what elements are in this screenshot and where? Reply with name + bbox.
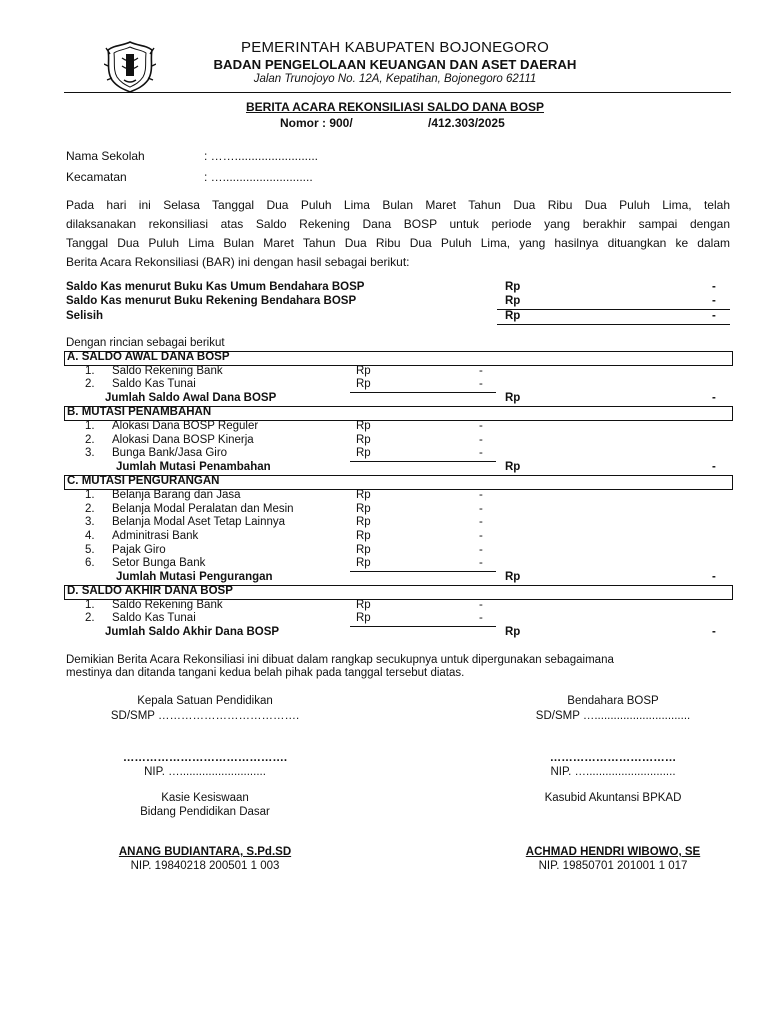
section-b-header	[64, 406, 733, 421]
item-value: -	[479, 544, 483, 556]
closing-line: Demikian Berita Acara Rekonsiliasi ini dibuat dalam rangkap secukupnya untuk dipergunakan sebagaimana	[66, 654, 614, 666]
item-currency: Rp	[356, 516, 371, 528]
item-number: 2.	[85, 378, 95, 390]
signer-nip-left: NIP. …...........................	[144, 766, 266, 778]
section-total-value: -	[712, 626, 716, 638]
kasie-division: Bidang Pendidikan Dasar	[140, 806, 270, 818]
section-total-currency: Rp	[505, 571, 521, 583]
district-value: : …...........................	[204, 170, 313, 184]
signer-name-line-left: …………………………………….	[122, 752, 288, 764]
item-currency: Rp	[356, 503, 371, 515]
item-value: -	[479, 378, 483, 390]
item-label: Belanja Modal Peralatan dan Mesin	[112, 503, 294, 515]
item-currency: Rp	[356, 599, 371, 611]
item-currency: Rp	[356, 365, 371, 377]
intro-paragraph	[66, 196, 730, 272]
item-label: Saldo Kas Tunai	[112, 612, 196, 624]
item-currency: Rp	[356, 530, 371, 542]
section-total-value: -	[712, 461, 716, 473]
item-number: 2.	[85, 434, 95, 446]
kasie-name: ANANG BUDIANTARA, S.Pd.SD	[118, 846, 292, 858]
item-currency: Rp	[356, 447, 371, 459]
item-value: -	[479, 503, 483, 515]
signer-nip-right: NIP. …............................	[550, 766, 676, 778]
intro-line: Berita Acara Rekonsiliasi (BAR) ini dengan hasil sebagai berikut:	[66, 255, 410, 269]
summary-currency: Rp	[505, 295, 521, 307]
header-divider	[64, 92, 731, 93]
item-label: Saldo Rekening Bank	[112, 599, 223, 611]
kasubid-role: Kasubid Akuntansi BPKAD	[544, 792, 682, 804]
summary-value: -	[712, 295, 716, 307]
item-label: Adminitrasi Bank	[112, 530, 199, 542]
item-label: Saldo Rekening Bank	[112, 365, 223, 377]
summary-rule	[497, 309, 730, 310]
kasie-role: Kasie Kesiswaan	[161, 792, 249, 804]
section-c-header	[64, 475, 733, 490]
subtotal-rule	[350, 461, 496, 462]
school-name-value: : …….........................	[204, 149, 319, 163]
bojonegoro-coat-of-arms-logo	[104, 40, 156, 94]
section-total-label: Jumlah Saldo Akhir Dana BOSP	[105, 626, 280, 638]
item-number: 1.	[85, 599, 95, 611]
item-number: 2.	[85, 612, 95, 624]
item-value: -	[479, 420, 483, 432]
signer-name-line-right: ……………………………	[549, 752, 677, 764]
item-label: Belanja Modal Aset Tetap Lainnya	[112, 516, 286, 528]
item-currency: Rp	[356, 544, 371, 556]
item-value: -	[479, 612, 483, 624]
section-total-currency: Rp	[505, 461, 521, 473]
section-total-label: Jumlah Mutasi Pengurangan	[116, 571, 273, 583]
item-currency: Rp	[356, 489, 371, 501]
intro-line: Pada hari ini Selasa Tanggal Dua Puluh Lima Bulan Maret Tahun Dua Ribu Dua Puluh Lima, telah	[66, 198, 730, 212]
rincian-intro: Dengan rincian sebagai berikut	[66, 337, 225, 349]
item-value: -	[479, 599, 483, 611]
signer-school-left: SD/SMP ……………………………….	[110, 710, 300, 722]
summary-label-rekening: Saldo Kas menurut Buku Rekening Bendahara BOSP	[66, 295, 357, 307]
document-number-suffix: /412.303/2025	[428, 116, 505, 130]
item-value: -	[479, 447, 483, 459]
item-value: -	[479, 434, 483, 446]
item-label: Bunga Bank/Jasa Giro	[112, 447, 228, 459]
item-currency: Rp	[356, 378, 371, 390]
section-d-title: D. SALDO AKHIR DANA BOSP	[67, 585, 233, 597]
item-currency: Rp	[356, 420, 371, 432]
item-label: Belanja Barang dan Jasa	[112, 489, 241, 501]
kasubid-nip: NIP. 19850701 201001 1 017	[538, 860, 688, 872]
intro-line: Tanggal Dua Puluh Lima Bulan Maret Tahun Dua Ribu Dua Puluh Lima, yang hasilnya dituangkan ke dalam	[66, 236, 730, 250]
document-number-label: Nomor : 900/	[280, 116, 353, 130]
agency-address: Jalan Trunojoyo No. 12A, Kepatihan, Bojonegoro 62111	[253, 73, 537, 85]
section-a-header	[64, 351, 733, 366]
item-number: 4.	[85, 530, 95, 542]
signer-school-right: SD/SMP …..............................	[535, 710, 691, 722]
kasubid-name: ACHMAD HENDRI WIBOWO, SE	[525, 846, 701, 858]
subtotal-rule	[350, 392, 496, 393]
item-number: 3.	[85, 516, 95, 528]
agency-heading: BADAN PENGELOLAAN KEUANGAN DAN ASET DAERAH	[213, 57, 577, 72]
item-label: Alokasi Dana BOSP Kinerja	[112, 434, 254, 446]
item-label: Setor Bunga Bank	[112, 557, 206, 569]
subtotal-rule	[350, 626, 496, 627]
government-heading: PEMERINTAH KABUPATEN BOJONEGORO	[241, 39, 549, 56]
section-total-label: Jumlah Mutasi Penambahan	[116, 461, 271, 473]
item-value: -	[479, 365, 483, 377]
item-number: 1.	[85, 365, 95, 377]
summary-currency: Rp	[505, 281, 521, 293]
item-number: 2.	[85, 503, 95, 515]
signer-role-left: Kepala Satuan Pendidikan	[137, 695, 273, 707]
section-total-value: -	[712, 571, 716, 583]
item-number: 1.	[85, 489, 95, 501]
item-value: -	[479, 516, 483, 528]
item-value: -	[479, 530, 483, 542]
closing-line: mestinya dan ditanda tangani kedua belah pihak pada tanggal tersebut diatas.	[66, 667, 465, 679]
section-total-value: -	[712, 392, 716, 404]
intro-line: dilaksanakan rekonsiliasi atas Saldo Rekening Dana BOSP untuk periode yang berakhir sampai dengan	[66, 217, 730, 231]
item-number: 1.	[85, 420, 95, 432]
section-b-title: B. MUTASI PENAMBAHAN	[67, 406, 212, 418]
section-d-header	[64, 585, 733, 600]
section-c-title: C. MUTASI PENGURANGAN	[67, 475, 220, 487]
item-value: -	[479, 489, 483, 501]
summary-value: -	[712, 281, 716, 293]
signer-role-right: Bendahara BOSP	[567, 695, 659, 707]
item-label: Alokasi Dana BOSP Reguler	[112, 420, 259, 432]
item-label: Pajak Giro	[112, 544, 166, 556]
item-number: 5.	[85, 544, 95, 556]
section-total-label: Jumlah Saldo Awal Dana BOSP	[105, 392, 277, 404]
school-name-label: Nama Sekolah	[66, 149, 145, 163]
item-label: Saldo Kas Tunai	[112, 378, 196, 390]
kasie-nip: NIP. 19840218 200501 1 003	[130, 860, 280, 872]
summary-label-bku: Saldo Kas menurut Buku Kas Umum Bendahara BOSP	[66, 281, 365, 293]
section-total-currency: Rp	[505, 626, 521, 638]
item-value: -	[479, 557, 483, 569]
summary-currency: Rp	[505, 310, 521, 322]
item-currency: Rp	[356, 612, 371, 624]
item-currency: Rp	[356, 557, 371, 569]
summary-value: -	[712, 310, 716, 322]
summary-rule	[497, 324, 730, 325]
item-currency: Rp	[356, 434, 371, 446]
subtotal-rule	[350, 571, 496, 572]
item-number: 6.	[85, 557, 95, 569]
document-title: BERITA ACARA REKONSILIASI SALDO DANA BOSP	[245, 100, 544, 114]
summary-label-selisih: Selisih	[66, 310, 104, 322]
section-a-title: A. SALDO AWAL DANA BOSP	[67, 351, 230, 363]
district-label: Kecamatan	[66, 170, 127, 184]
section-total-currency: Rp	[505, 392, 521, 404]
item-number: 3.	[85, 447, 95, 459]
